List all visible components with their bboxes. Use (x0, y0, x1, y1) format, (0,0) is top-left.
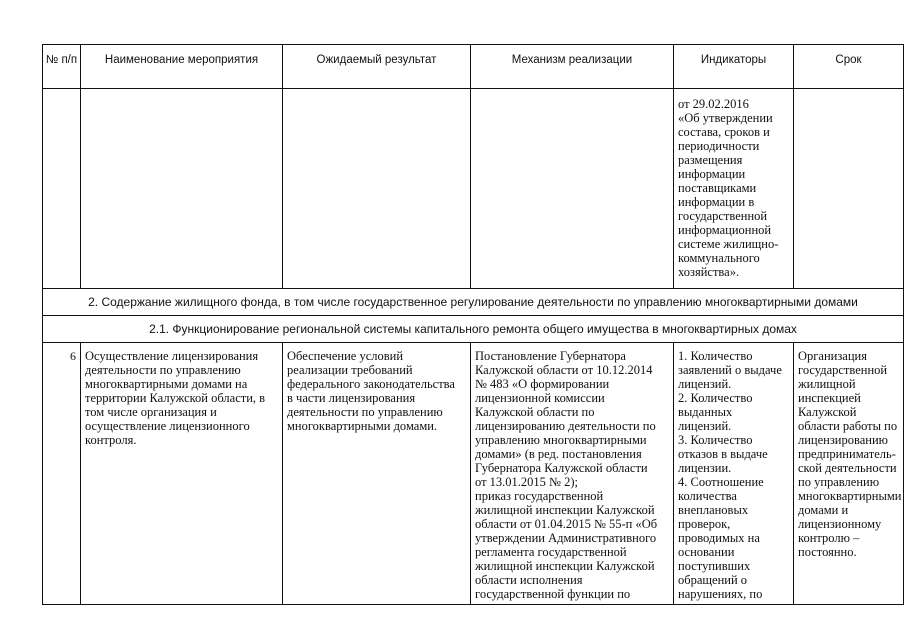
line: основании (678, 545, 735, 559)
line: государственной (678, 209, 768, 223)
line: лицензий. (678, 419, 732, 433)
line: жилищной (798, 377, 856, 391)
line: том числе организация и (85, 405, 217, 419)
line: Постановление Губернатора (475, 349, 626, 363)
line: выданных (678, 405, 733, 419)
line: 2. Количество (678, 391, 753, 405)
line: информации в (678, 195, 755, 209)
cont-result-cell (283, 89, 471, 289)
name-cell (81, 343, 283, 605)
line: лицензионному (798, 517, 882, 531)
header-mechanism: Механизм реализации (471, 45, 674, 89)
line: утверждении Административного (475, 531, 657, 545)
term-cell (794, 343, 904, 605)
line: домами и (798, 503, 849, 517)
line: управлению многоквартирными (475, 433, 647, 447)
indicators-cell (674, 343, 794, 605)
line: лицензированию (798, 433, 888, 447)
line: по управлению (798, 475, 880, 489)
line: хозяйства». (678, 265, 740, 279)
line: Обеспечение условий (287, 349, 404, 363)
continuation-row (43, 89, 904, 289)
line: лицензированию деятельности по (475, 419, 656, 433)
line: отказов в выдаче (678, 447, 768, 461)
line: Губернатора Калужской области (475, 461, 648, 475)
document-page (42, 44, 903, 605)
line: территории Калужской области, в (85, 391, 266, 405)
line: жилищной инспекции Калужской (475, 559, 655, 573)
line: от 29.02.2016 (678, 97, 749, 111)
line: Калужской (798, 405, 857, 419)
line: 4. Соотношение (678, 475, 764, 489)
line: области работы по (798, 419, 898, 433)
line: коммунального (678, 251, 760, 265)
line: лицензионной комиссии (475, 391, 605, 405)
line: лицензий. (678, 377, 732, 391)
line: приказ государственной (475, 489, 604, 503)
header-num: № п/п (43, 45, 81, 89)
line: ской деятельности (798, 461, 897, 475)
line: домами» (в ред. постановления (475, 447, 642, 461)
line: № 483 «О формировании (475, 377, 610, 391)
line: постоянно. (798, 545, 857, 559)
line: количества (678, 489, 737, 503)
table-header-row (43, 45, 904, 89)
line: проводимых на (678, 531, 760, 545)
line: контролю – (798, 531, 860, 545)
measures-table (42, 44, 904, 605)
line: области исполнения (475, 573, 583, 587)
line: многоквартирными домами. (287, 419, 438, 433)
cont-num-cell (43, 89, 81, 289)
line: Осуществление лицензирования (85, 349, 259, 363)
line: федерального законодательства (287, 377, 455, 391)
row-number: 6 (43, 343, 81, 605)
line: информационной (678, 223, 772, 237)
line: размещения (678, 153, 743, 167)
line: осуществление лицензионного (85, 419, 250, 433)
section-2-heading: 2. Содержание жилищного фонда, в том числе государственное регулирование деятельности по управлению многоквартирными домами (43, 289, 904, 316)
table-row (43, 343, 904, 605)
line: государственной (798, 363, 888, 377)
line: многоквартирными (798, 489, 902, 503)
cont-mechanism-cell (471, 89, 674, 289)
line: поступивших (678, 559, 751, 573)
line: «Об утверждении (678, 111, 773, 125)
header-indicators: Индикаторы (674, 45, 794, 89)
line: нарушениях, по (678, 587, 763, 601)
line: внеплановых (678, 503, 749, 517)
line: деятельности по управлению (287, 405, 443, 419)
line: обращений о (678, 573, 748, 587)
line: 3. Количество (678, 433, 753, 447)
line: 1. Количество (678, 349, 753, 363)
cont-indicators-cell (674, 89, 794, 289)
line: многоквартирными домами на (85, 377, 248, 391)
section-2-1-heading: 2.1. Функционирование региональной системы капитального ремонта общего имущества в многоквартирных домах (43, 316, 904, 343)
cont-name-cell (81, 89, 283, 289)
mechanism-cell (471, 343, 674, 605)
line: Организация (798, 349, 867, 363)
line: реализации требований (287, 363, 413, 377)
line: состава, сроков и (678, 125, 770, 139)
line: области от 01.04.2015 № 55-п «Об (475, 517, 658, 531)
cont-term-cell (794, 89, 904, 289)
line: поставщиками (678, 181, 757, 195)
section-2-row (43, 289, 904, 316)
line: от 13.01.2015 № 2); (475, 475, 578, 489)
line: заявлений о выдаче (678, 363, 782, 377)
line: государственной функции по (475, 587, 631, 601)
line: Калужской области по (475, 405, 595, 419)
section-2-1-row (43, 316, 904, 343)
line: проверок, (678, 517, 731, 531)
line: системе жилищно- (678, 237, 779, 251)
line: деятельности по управлению (85, 363, 241, 377)
line: в части лицензирования (287, 391, 416, 405)
line: лицензии. (678, 461, 732, 475)
line: инспекцией (798, 391, 861, 405)
line: жилищной инспекции Калужской (475, 503, 655, 517)
line: информации (678, 167, 746, 181)
header-term: Срок (794, 45, 904, 89)
line: периодичности (678, 139, 760, 153)
header-result: Ожидаемый результат (283, 45, 471, 89)
line: регламента государственной (475, 545, 627, 559)
line: предприниматель- (798, 447, 896, 461)
line: Калужской области от 10.12.2014 (475, 363, 653, 377)
result-cell (283, 343, 471, 605)
line: контроля. (85, 433, 137, 447)
header-name: Наименование мероприятия (81, 45, 283, 89)
